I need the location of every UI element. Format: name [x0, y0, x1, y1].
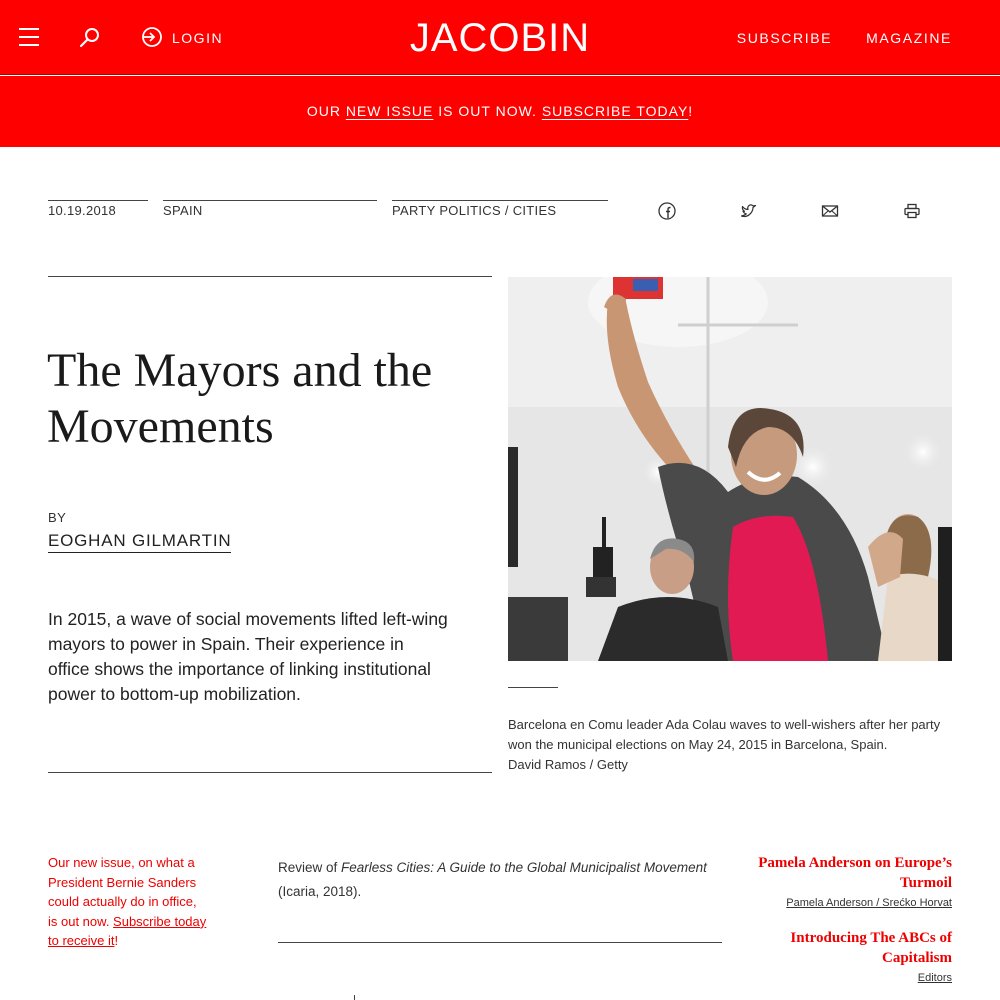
- related-article[interactable]: [732, 853, 952, 909]
- author-link[interactable]: EOGHAN GILMARTIN: [48, 531, 231, 553]
- divider: [354, 995, 355, 1000]
- article-country-tag[interactable]: SPAIN: [163, 200, 377, 218]
- related-title[interactable]: Pamela Anderson on Europe’s Turmoil: [758, 855, 952, 891]
- caption-divider: [508, 687, 558, 688]
- top-bar: [0, 0, 1000, 75]
- article-date: 10.19.2018: [48, 200, 148, 218]
- related-authors[interactable]: Pamela Anderson / Srećko Horvat: [786, 897, 952, 909]
- magazine-link[interactable]: MAGAZINE: [866, 30, 952, 46]
- promo-banner: [0, 76, 1000, 147]
- divider: [48, 276, 492, 277]
- mail-icon[interactable]: [821, 202, 839, 220]
- subscribe-today-link[interactable]: SUBSCRIBE TODAY: [541, 103, 689, 119]
- photo-illustration: [508, 277, 952, 661]
- divider: [48, 772, 492, 773]
- book-title: Fearless Cities: A Guide to the Global Municipalist Movement: [341, 860, 707, 875]
- photo-caption: [508, 715, 952, 775]
- article-topics-tag[interactable]: PARTY POLITICS / CITIES: [392, 200, 608, 218]
- login-label: LOGIN: [172, 30, 224, 46]
- review-note: [278, 856, 708, 904]
- issue-promo: [48, 853, 208, 951]
- review-prefix: Review of: [278, 860, 342, 875]
- facebook-icon[interactable]: [658, 202, 676, 220]
- related-article[interactable]: [732, 928, 952, 984]
- related-title[interactable]: Introducing The ABCs of Capitalism: [790, 930, 952, 966]
- banner-text: OUR: [306, 103, 346, 119]
- article-title: The Mayors and the Movements: [47, 344, 433, 453]
- byline-label: BY: [48, 510, 67, 525]
- related-authors[interactable]: Editors: [917, 972, 952, 984]
- article-dek: In 2015, a wave of social movements lifted left-wing mayors to power in Spain. Their experience in office shows the importance of linking institutional power to bottom-up mobilization.: [48, 609, 448, 704]
- banner-text: !: [688, 103, 694, 119]
- article-photo: [508, 277, 952, 661]
- new-issue-link[interactable]: NEW ISSUE: [345, 103, 434, 119]
- twitter-icon[interactable]: [740, 202, 758, 220]
- review-suffix: (Icaria, 2018).: [278, 884, 362, 899]
- promo-text: Our new issue, on what a President Bernie Sanders could actually do in office, is out now.: [48, 855, 197, 929]
- top-nav: [737, 30, 952, 46]
- print-icon[interactable]: [903, 202, 921, 220]
- site-logo[interactable]: JACOBIN: [409, 16, 591, 60]
- subscribe-link[interactable]: SUBSCRIBE: [736, 30, 833, 46]
- caption-text: Barcelona en Comu leader Ada Colau waves to well-wishers after her party won the municipal elections on May 24, 2015 in Barcelona, Spain.: [508, 717, 941, 752]
- promo-end: !: [114, 933, 119, 949]
- promo-subscribe-link[interactable]: Subscribe today to receive it: [48, 913, 207, 949]
- divider: [278, 942, 722, 943]
- photo-credit: David Ramos / Getty: [508, 757, 628, 772]
- banner-text: IS OUT NOW.: [433, 103, 542, 119]
